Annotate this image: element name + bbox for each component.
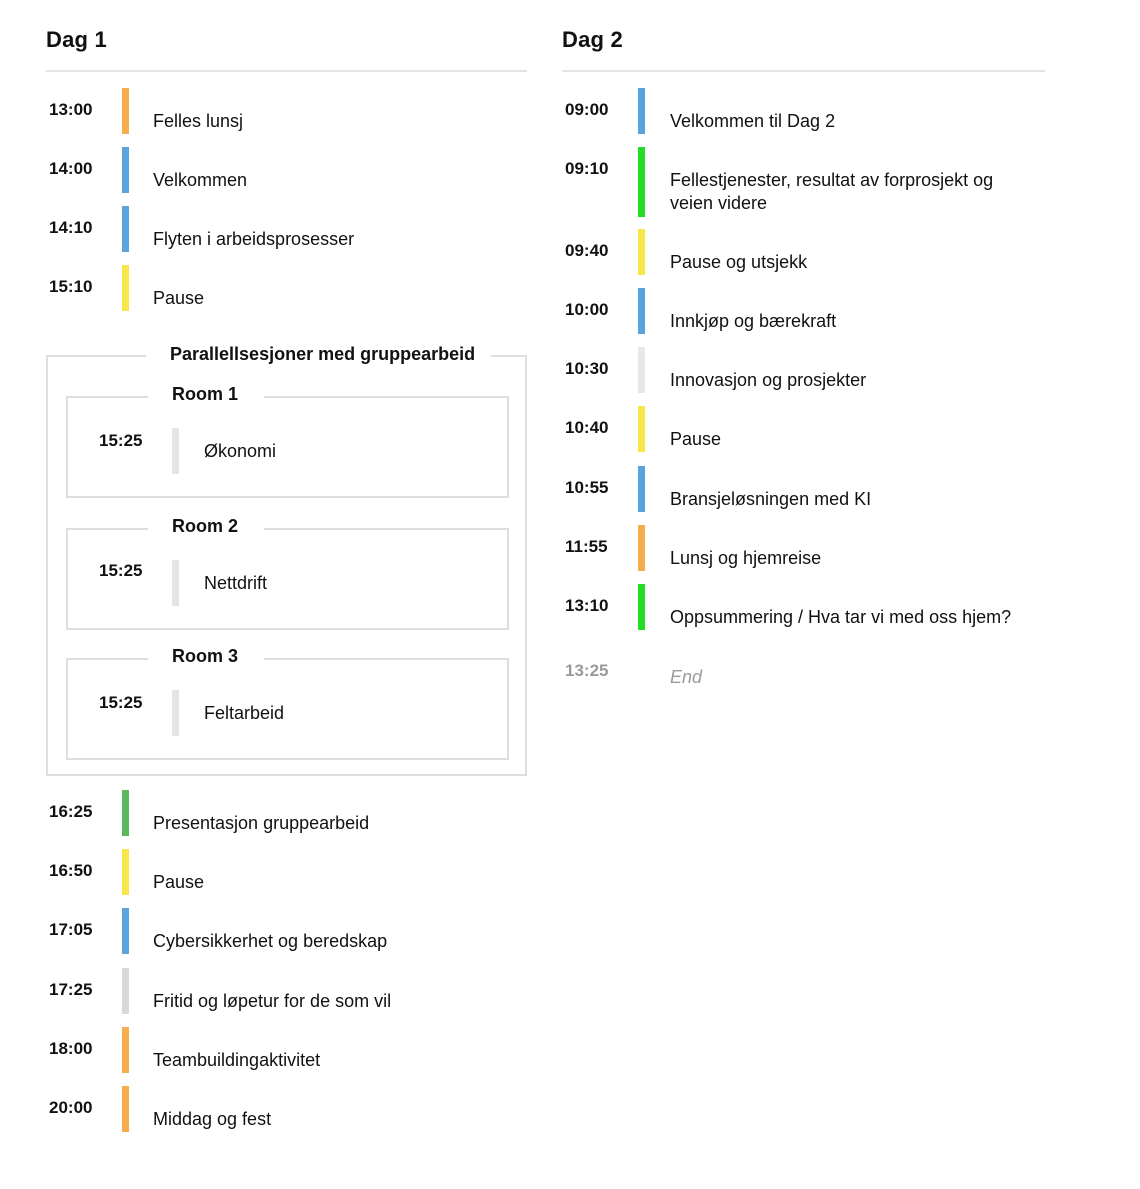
schedule-item [562,300,1045,352]
color-bar [122,968,129,1014]
color-bar [122,1086,129,1132]
schedule-item [562,359,1045,411]
schedule-item [46,100,527,152]
item-time: 18:00 [49,1039,93,1058]
parallel-sessions-title: Parallellsesjoner med gruppearbeid [170,344,476,364]
schedule-item [46,159,527,211]
item-label: Innkjøp og bærekraft [670,311,837,331]
day2-divider [562,70,1045,72]
item-label: Oppsummering / Hva tar vi med oss hjem? [670,607,1012,627]
room-time: 15:25 [99,693,143,712]
item-time: 10:40 [565,418,609,437]
color-bar [122,908,129,954]
item-time: 10:55 [565,478,609,497]
schedule-item [46,920,527,972]
item-label: Pause [153,872,205,892]
item-time: 14:10 [49,218,93,237]
day1-title: Dag 1 [46,27,107,52]
item-time: 20:00 [49,1098,93,1117]
item-time: 10:30 [565,359,609,378]
item-label: Bransjeløsningen med KI [670,489,872,509]
box-border [46,355,146,357]
item-time: 09:40 [565,241,609,260]
color-bar [638,147,645,217]
color-bar [122,849,129,895]
day2-title: Dag 2 [562,27,623,52]
color-bar [638,525,645,571]
schedule-item [46,861,527,913]
item-label: Presentasjon gruppearbeid [153,813,370,833]
item-time: 09:10 [565,159,609,178]
schedule-item [562,418,1045,470]
room-title: Room 3 [172,646,239,666]
item-label: Pause [153,288,205,308]
room-title: Room 1 [172,384,239,404]
item-time: 11:55 [565,537,608,556]
room-box [66,516,509,630]
schedule-item [46,218,527,270]
item-label: Flyten i arbeidsprosesser [153,229,355,249]
schedule-item [46,1039,527,1091]
box-border [264,528,509,530]
room-label: Økonomi [204,441,277,461]
item-label: Fritid og løpetur for de som vil [153,991,392,1011]
parallel-sessions-box [46,344,527,776]
schedule-item [46,1098,527,1150]
box-border [66,528,148,530]
color-bar [638,584,645,630]
schedule-item [562,537,1045,589]
color-bar [172,428,179,474]
end-time: 13:25 [565,661,609,680]
color-bar [638,466,645,512]
schedule-end [562,661,1045,713]
room-title: Room 2 [172,516,239,536]
item-time: 16:25 [49,802,93,821]
room-label: Nettdrift [204,573,268,593]
color-bar [122,147,129,193]
schedule-item [562,596,1045,648]
color-bar [638,347,645,393]
item-time: 15:10 [49,277,93,296]
color-bar [172,690,179,736]
box-border [66,396,148,398]
item-label: Velkommen [153,170,248,190]
box-border [264,658,509,660]
schedule-item [562,478,1045,530]
room-box [66,384,509,498]
item-label: Middag og fest [153,1109,272,1129]
item-label: Teambuildingaktivitet [153,1050,321,1070]
schedule-item [46,277,527,329]
item-time: 17:05 [49,920,93,939]
item-label: Cybersikkerhet og beredskap [153,931,388,951]
color-bar [122,265,129,311]
item-label: Lunsj og hjemreise [670,548,822,568]
box-border [264,396,509,398]
item-label: Fellestjenester, resultat av forprosjekt og veien videre [670,170,994,213]
schedule-item [562,159,1045,211]
schedule-item [562,241,1045,293]
item-label: Pause og utsjekk [670,252,808,272]
color-bar [122,1027,129,1073]
color-bar [122,88,129,134]
item-label: Velkommen til Dag 2 [670,111,836,131]
item-label: Pause [670,429,722,449]
item-time: 14:00 [49,159,93,178]
room-time: 15:25 [99,431,143,450]
day1-divider [46,70,527,72]
item-time: 09:00 [565,100,609,119]
item-label: Innovasjon og prosjekter [670,370,867,390]
schedule-item [562,100,1045,152]
item-label: Felles lunsj [153,111,244,131]
box-border [491,355,527,357]
color-bar [638,88,645,134]
item-time: 17:25 [49,980,93,999]
color-bar [172,560,179,606]
room-box [66,646,509,760]
color-bar [122,790,129,836]
color-bar [638,406,645,452]
item-time: 13:00 [49,100,93,119]
schedule-item [46,802,527,854]
room-label: Feltarbeid [204,703,285,723]
color-bar [122,206,129,252]
room-time: 15:25 [99,561,143,580]
item-time: 16:50 [49,861,93,880]
end-label: End [670,667,703,687]
item-time: 10:00 [565,300,609,319]
item-time: 13:10 [565,596,609,615]
color-bar [638,229,645,275]
color-bar [638,288,645,334]
schedule-item [46,980,527,1032]
box-border [66,658,148,660]
